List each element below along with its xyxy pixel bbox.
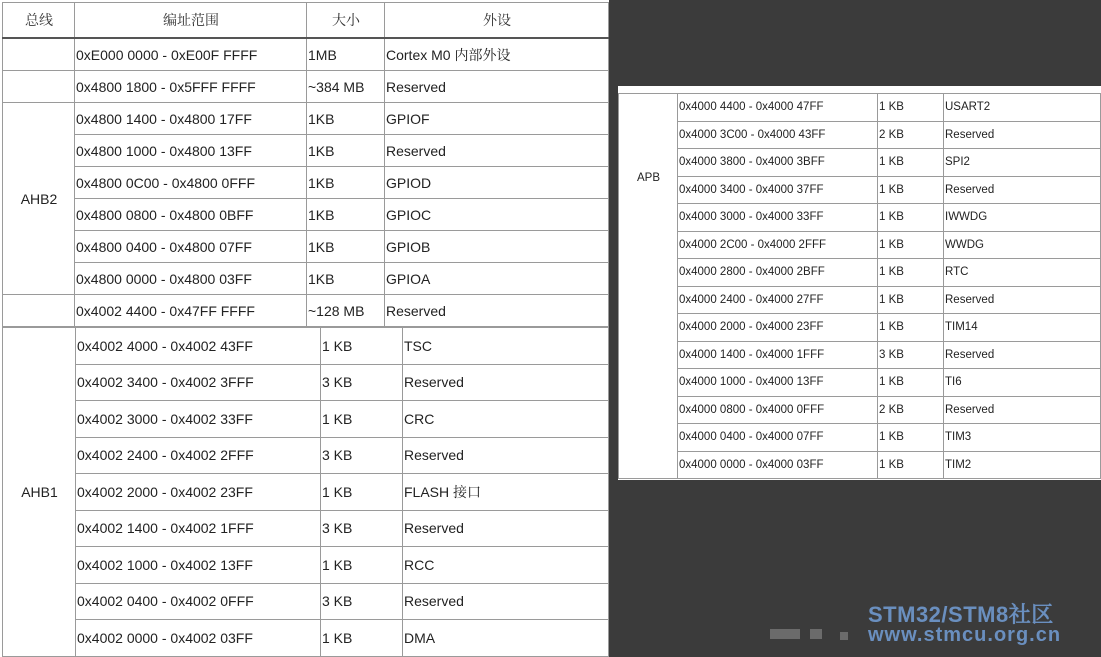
peripheral-cell: Reserved	[385, 71, 609, 103]
peripheral-cell: Reserved	[944, 341, 1101, 369]
address-range-cell: 0x4800 0000 - 0x4800 03FF	[75, 263, 307, 295]
watermark-url: www.stmcu.org.cn	[868, 624, 1062, 646]
address-range-cell: 0x4800 0800 - 0x4800 0BFF	[75, 199, 307, 231]
bus-label-apb: APB	[636, 172, 660, 184]
table-row	[3, 231, 609, 263]
table-row	[3, 510, 609, 547]
address-range-cell: 0x4000 2400 - 0x4000 27FF	[678, 286, 878, 314]
peripheral-cell: Reserved	[403, 364, 609, 401]
table-row	[3, 364, 609, 401]
memory-map-table-apb	[618, 93, 1101, 479]
table-row	[619, 231, 1101, 259]
size-cell: 1 KB	[878, 176, 944, 204]
address-range-cell: 0xE000 0000 - 0xE00F FFFF	[75, 38, 307, 71]
address-range-cell: 0x4000 0000 - 0x4000 03FF	[678, 451, 878, 479]
table-row	[3, 328, 609, 365]
address-range-cell: 0x4800 0400 - 0x4800 07FF	[75, 231, 307, 263]
address-range-cell: 0x4000 1000 - 0x4000 13FF	[678, 369, 878, 397]
table-row	[619, 396, 1101, 424]
peripheral-cell: TIM14	[944, 314, 1101, 342]
size-cell: 1 KB	[878, 451, 944, 479]
table-row	[619, 176, 1101, 204]
size-cell: 1KB	[307, 263, 385, 295]
peripheral-cell: DMA	[403, 620, 609, 657]
table-row	[619, 259, 1101, 287]
peripheral-cell: Reserved	[403, 583, 609, 620]
table-row	[3, 135, 609, 167]
bus-cell-ahb1: AHB1	[3, 328, 76, 657]
address-range-cell: 0x4000 3000 - 0x4000 33FF	[678, 204, 878, 232]
address-range-cell: 0x4000 4400 - 0x4000 47FF	[678, 94, 878, 122]
address-range-cell: 0x4000 0400 - 0x4000 07FF	[678, 424, 878, 452]
table-row	[619, 341, 1101, 369]
table-row	[3, 474, 609, 511]
table-row	[3, 71, 609, 103]
address-range-cell: 0x4002 4000 - 0x4002 43FF	[76, 328, 321, 365]
size-cell: 1KB	[307, 231, 385, 263]
peripheral-cell: TIM2	[944, 451, 1101, 479]
size-cell: 1KB	[307, 135, 385, 167]
blurred-mark	[810, 629, 822, 639]
size-cell: 1KB	[307, 199, 385, 231]
table-row	[619, 286, 1101, 314]
peripheral-cell: Reserved	[403, 437, 609, 474]
table-row	[3, 295, 609, 327]
peripheral-cell: Reserved	[403, 510, 609, 547]
bus-cell	[3, 71, 75, 103]
peripheral-cell: GPIOF	[385, 103, 609, 135]
size-cell: 1 KB	[878, 204, 944, 232]
header-address-range: 编址范围	[75, 3, 307, 39]
bus-cell	[3, 295, 75, 327]
peripheral-cell: GPIOC	[385, 199, 609, 231]
address-range-cell: 0x4002 3400 - 0x4002 3FFF	[76, 364, 321, 401]
header-size: 大小	[307, 3, 385, 39]
peripheral-cell: GPIOA	[385, 263, 609, 295]
bus-cell-ahb2: AHB2	[3, 103, 75, 295]
size-cell: 1KB	[307, 167, 385, 199]
size-cell: 3 KB	[321, 583, 403, 620]
memory-map-table-ahb2	[2, 2, 609, 327]
table-row	[3, 437, 609, 474]
peripheral-cell: RCC	[403, 547, 609, 584]
table-header-row	[3, 3, 609, 39]
table-row	[3, 547, 609, 584]
table-row	[3, 401, 609, 438]
header-peripheral: 外设	[385, 3, 609, 39]
size-cell: 1MB	[307, 38, 385, 71]
size-cell: 1 KB	[878, 286, 944, 314]
table-row	[619, 149, 1101, 177]
address-range-cell: 0x4800 1800 - 0x5FFF FFFF	[75, 71, 307, 103]
table-row	[3, 103, 609, 135]
size-cell: 1 KB	[878, 424, 944, 452]
table-row	[3, 167, 609, 199]
peripheral-cell: TI6	[944, 369, 1101, 397]
peripheral-cell: Reserved	[944, 176, 1101, 204]
peripheral-cell: USART2	[944, 94, 1101, 122]
peripheral-cell: Reserved	[944, 286, 1101, 314]
size-cell: ~384 MB	[307, 71, 385, 103]
peripheral-cell: RTC	[944, 259, 1101, 287]
size-cell: 3 KB	[321, 437, 403, 474]
size-cell: 1 KB	[321, 401, 403, 438]
address-range-cell: 0x4000 2C00 - 0x4000 2FFF	[678, 231, 878, 259]
address-range-cell: 0x4800 1000 - 0x4800 13FF	[75, 135, 307, 167]
peripheral-cell: GPIOB	[385, 231, 609, 263]
size-cell: 1 KB	[321, 328, 403, 365]
peripheral-cell: Cortex M0 内部外设	[385, 38, 609, 71]
address-range-cell: 0x4002 4400 - 0x47FF FFFF	[75, 295, 307, 327]
address-range-cell: 0x4000 3C00 - 0x4000 43FF	[678, 121, 878, 149]
address-range-cell: 0x4000 3400 - 0x4000 37FF	[678, 176, 878, 204]
address-range-cell: 0x4002 3000 - 0x4002 33FF	[76, 401, 321, 438]
size-cell: ~128 MB	[307, 295, 385, 327]
size-cell: 1 KB	[321, 620, 403, 657]
bus-cell	[3, 38, 75, 71]
peripheral-cell: TSC	[403, 328, 609, 365]
size-cell: 2 KB	[878, 121, 944, 149]
table-row	[619, 451, 1101, 479]
peripheral-cell: IWWDG	[944, 204, 1101, 232]
blurred-mark	[770, 629, 800, 639]
address-range-cell: 0x4800 1400 - 0x4800 17FF	[75, 103, 307, 135]
address-range-cell: 0x4000 2000 - 0x4000 23FF	[678, 314, 878, 342]
address-range-cell: 0x4002 1000 - 0x4002 13FF	[76, 547, 321, 584]
table-row	[619, 94, 1101, 122]
memory-map-table-ahb1	[2, 327, 609, 657]
address-range-cell: 0x4000 3800 - 0x4000 3BFF	[678, 149, 878, 177]
address-range-cell: 0x4002 0000 - 0x4002 03FF	[76, 620, 321, 657]
address-range-cell: 0x4002 0400 - 0x4002 0FFF	[76, 583, 321, 620]
address-range-cell: 0x4002 2000 - 0x4002 23FF	[76, 474, 321, 511]
blurred-mark	[840, 632, 848, 640]
address-range-cell: 0x4000 2800 - 0x4000 2BFF	[678, 259, 878, 287]
size-cell: 1 KB	[878, 94, 944, 122]
size-cell: 1 KB	[878, 231, 944, 259]
size-cell: 3 KB	[321, 364, 403, 401]
size-cell: 1 KB	[878, 259, 944, 287]
address-range-cell: 0x4000 0800 - 0x4000 0FFF	[678, 396, 878, 424]
table-row	[619, 204, 1101, 232]
bus-cell-apb	[619, 94, 678, 479]
size-cell: 1 KB	[321, 547, 403, 584]
peripheral-cell: GPIOD	[385, 167, 609, 199]
address-range-cell: 0x4800 0C00 - 0x4800 0FFF	[75, 167, 307, 199]
size-cell: 1 KB	[878, 314, 944, 342]
peripheral-cell: Reserved	[944, 396, 1101, 424]
peripheral-cell: TIM3	[944, 424, 1101, 452]
peripheral-cell: CRC	[403, 401, 609, 438]
size-cell: 3 KB	[321, 510, 403, 547]
dark-panel-right-strip	[609, 86, 618, 481]
peripheral-cell: FLASH 接口	[403, 474, 609, 511]
dark-panel-top-right	[609, 0, 1101, 86]
table-row	[619, 314, 1101, 342]
peripheral-cell: Reserved	[944, 121, 1101, 149]
table-row	[3, 199, 609, 231]
size-cell: 1 KB	[878, 149, 944, 177]
peripheral-cell: Reserved	[385, 135, 609, 167]
size-cell: 3 KB	[878, 341, 944, 369]
table-row	[3, 263, 609, 295]
size-cell: 1 KB	[878, 369, 944, 397]
table-row	[619, 424, 1101, 452]
peripheral-cell: WWDG	[944, 231, 1101, 259]
header-bus: 总线	[3, 3, 75, 39]
table-row	[619, 121, 1101, 149]
table-row	[619, 369, 1101, 397]
size-cell: 1KB	[307, 103, 385, 135]
address-range-cell: 0x4000 1400 - 0x4000 1FFF	[678, 341, 878, 369]
size-cell: 2 KB	[878, 396, 944, 424]
address-range-cell: 0x4002 2400 - 0x4002 2FFF	[76, 437, 321, 474]
watermark-title: STM32/STM8社区	[868, 602, 1054, 627]
address-range-cell: 0x4002 1400 - 0x4002 1FFF	[76, 510, 321, 547]
table-row	[3, 583, 609, 620]
table-row	[3, 620, 609, 657]
peripheral-cell: Reserved	[385, 295, 609, 327]
table-row	[3, 38, 609, 71]
size-cell: 1 KB	[321, 474, 403, 511]
peripheral-cell: SPI2	[944, 149, 1101, 177]
